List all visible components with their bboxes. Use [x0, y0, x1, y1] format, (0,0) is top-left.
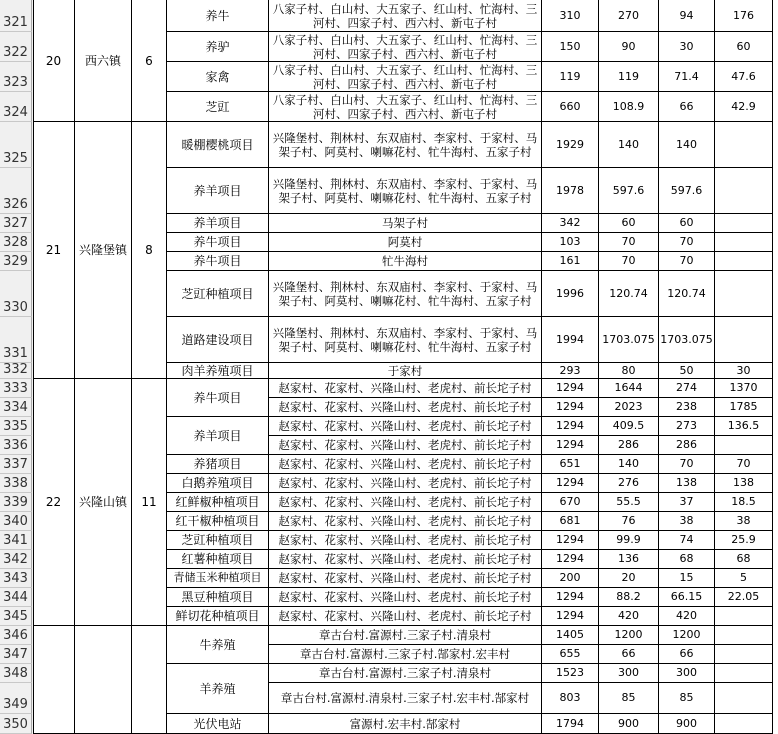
value-cell[interactable]: 1996 — [542, 271, 599, 317]
value-cell[interactable]: 70 — [659, 252, 715, 271]
value-cell[interactable]: 286 — [659, 436, 715, 455]
value-cell[interactable]: 1294 — [542, 379, 599, 398]
group-number-cell[interactable] — [33, 626, 75, 734]
value-cell[interactable]: 140 — [599, 122, 659, 168]
row-number[interactable]: 349 — [0, 683, 32, 714]
count-cell[interactable]: 6 — [132, 0, 167, 122]
project-cell[interactable]: 养牛项目 — [167, 233, 269, 252]
row-number[interactable]: 347 — [0, 645, 32, 664]
value-cell[interactable]: 60 — [715, 32, 773, 62]
value-cell[interactable]: 119 — [542, 62, 599, 92]
value-cell[interactable]: 38 — [715, 512, 773, 531]
row-number[interactable]: 333 — [0, 379, 32, 398]
project-cell[interactable]: 养羊项目 — [167, 417, 269, 455]
value-cell[interactable] — [715, 645, 773, 664]
value-cell[interactable]: 85 — [659, 683, 715, 714]
row-number[interactable]: 345 — [0, 607, 32, 626]
value-cell[interactable]: 270 — [599, 0, 659, 32]
value-cell[interactable]: 597.6 — [659, 168, 715, 214]
value-cell[interactable]: 1929 — [542, 122, 599, 168]
value-cell[interactable]: 1294 — [542, 474, 599, 493]
villages-cell[interactable]: 兴隆堡村、荆林村、东双庙村、李家村、于家村、马架子村、阿莫村、喇嘛花村、牤牛海村、五家子村 — [269, 317, 542, 363]
value-cell[interactable]: 74 — [659, 531, 715, 550]
value-cell[interactable]: 1794 — [542, 714, 599, 734]
project-cell[interactable]: 养驴 — [167, 32, 269, 62]
value-cell[interactable]: 25.9 — [715, 531, 773, 550]
value-cell[interactable]: 274 — [659, 379, 715, 398]
project-cell[interactable]: 牛养殖 — [167, 626, 269, 664]
villages-cell[interactable]: 阿莫村 — [269, 233, 542, 252]
value-cell[interactable] — [715, 122, 773, 168]
villages-cell[interactable]: 章古台村.富源村.三家子村.清泉村 — [269, 626, 542, 645]
value-cell[interactable]: 300 — [599, 664, 659, 683]
project-cell[interactable]: 芝豇 — [167, 92, 269, 122]
villages-cell[interactable]: 马架子村 — [269, 214, 542, 233]
value-cell[interactable]: 655 — [542, 645, 599, 664]
villages-cell[interactable]: 章古台村.富源村.清泉村.三家子村.宏丰村.郜家村 — [269, 683, 542, 714]
row-number[interactable]: 321 — [0, 0, 32, 32]
value-cell[interactable]: 20 — [599, 569, 659, 588]
row-number[interactable]: 344 — [0, 588, 32, 607]
villages-cell[interactable]: 赵家村、花家村、兴隆山村、老虎村、前长坨子村 — [269, 417, 542, 436]
villages-cell[interactable]: 章古台村.富源村.三家子村.清泉村 — [269, 664, 542, 683]
value-cell[interactable]: 47.6 — [715, 62, 773, 92]
row-number[interactable]: 335 — [0, 417, 32, 436]
value-cell[interactable]: 71.4 — [659, 62, 715, 92]
value-cell[interactable] — [715, 271, 773, 317]
value-cell[interactable]: 1644 — [599, 379, 659, 398]
value-cell[interactable]: 66 — [599, 645, 659, 664]
value-cell[interactable]: 50 — [659, 363, 715, 379]
villages-cell[interactable]: 赵家村、花家村、兴隆山村、老虎村、前长坨子村 — [269, 436, 542, 455]
value-cell[interactable]: 138 — [659, 474, 715, 493]
project-cell[interactable]: 道路建设项目 — [167, 317, 269, 363]
value-cell[interactable]: 200 — [542, 569, 599, 588]
value-cell[interactable]: 420 — [659, 607, 715, 626]
row-number[interactable]: 350 — [0, 714, 32, 734]
row-number[interactable]: 341 — [0, 531, 32, 550]
value-cell[interactable]: 42.9 — [715, 92, 773, 122]
value-cell[interactable]: 94 — [659, 0, 715, 32]
value-cell[interactable]: 80 — [599, 363, 659, 379]
villages-cell[interactable]: 赵家村、花家村、兴隆山村、老虎村、前长坨子村 — [269, 455, 542, 474]
value-cell[interactable]: 30 — [659, 32, 715, 62]
value-cell[interactable] — [715, 607, 773, 626]
value-cell[interactable]: 88.2 — [599, 588, 659, 607]
villages-cell[interactable]: 赵家村、花家村、兴隆山村、老虎村、前长坨子村 — [269, 493, 542, 512]
value-cell[interactable]: 120.74 — [599, 271, 659, 317]
villages-cell[interactable]: 赵家村、花家村、兴隆山村、老虎村、前长坨子村 — [269, 569, 542, 588]
value-cell[interactable]: 273 — [659, 417, 715, 436]
value-cell[interactable]: 176 — [715, 0, 773, 32]
value-cell[interactable]: 900 — [659, 714, 715, 734]
project-cell[interactable]: 光伏电站 — [167, 714, 269, 734]
value-cell[interactable]: 1200 — [599, 626, 659, 645]
row-number[interactable]: 334 — [0, 398, 32, 417]
value-cell[interactable]: 1294 — [542, 588, 599, 607]
value-cell[interactable]: 161 — [542, 252, 599, 271]
value-cell[interactable]: 342 — [542, 214, 599, 233]
villages-cell[interactable]: 赵家村、花家村、兴隆山村、老虎村、前长坨子村 — [269, 512, 542, 531]
town-cell[interactable]: 兴隆山镇 — [75, 379, 132, 626]
count-cell[interactable]: 8 — [132, 122, 167, 379]
value-cell[interactable]: 103 — [542, 233, 599, 252]
villages-cell[interactable]: 章古台村.富源村.三家子村.郜家村.宏丰村 — [269, 645, 542, 664]
project-cell[interactable]: 白鹅养殖项目 — [167, 474, 269, 493]
villages-cell[interactable]: 赵家村、花家村、兴隆山村、老虎村、前长坨子村 — [269, 607, 542, 626]
project-cell[interactable]: 芝豇种植项目 — [167, 271, 269, 317]
row-number[interactable]: 336 — [0, 436, 32, 455]
value-cell[interactable] — [715, 436, 773, 455]
value-cell[interactable]: 66 — [659, 645, 715, 664]
value-cell[interactable]: 136 — [599, 550, 659, 569]
value-cell[interactable]: 1994 — [542, 317, 599, 363]
value-cell[interactable]: 60 — [659, 214, 715, 233]
villages-cell[interactable]: 赵家村、花家村、兴隆山村、老虎村、前长坨子村 — [269, 588, 542, 607]
value-cell[interactable]: 120.74 — [659, 271, 715, 317]
value-cell[interactable]: 68 — [715, 550, 773, 569]
group-number-cell[interactable]: 22 — [33, 379, 75, 626]
villages-cell[interactable]: 赵家村、花家村、兴隆山村、老虎村、前长坨子村 — [269, 474, 542, 493]
value-cell[interactable]: 18.5 — [715, 493, 773, 512]
value-cell[interactable]: 5 — [715, 569, 773, 588]
value-cell[interactable] — [715, 233, 773, 252]
row-number[interactable]: 343 — [0, 569, 32, 588]
count-cell[interactable]: 11 — [132, 379, 167, 626]
row-number[interactable]: 323 — [0, 62, 32, 92]
value-cell[interactable]: 1294 — [542, 398, 599, 417]
value-cell[interactable]: 1703.075 — [659, 317, 715, 363]
value-cell[interactable]: 119 — [599, 62, 659, 92]
value-cell[interactable] — [715, 664, 773, 683]
value-cell[interactable]: 66 — [659, 92, 715, 122]
town-cell[interactable] — [75, 626, 132, 734]
value-cell[interactable]: 660 — [542, 92, 599, 122]
value-cell[interactable]: 85 — [599, 683, 659, 714]
value-cell[interactable] — [715, 626, 773, 645]
villages-cell[interactable]: 兴隆堡村、荆林村、东双庙村、李家村、于家村、马架子村、阿莫村、喇嘛花村、牤牛海村、五家子村 — [269, 271, 542, 317]
value-cell[interactable]: 1294 — [542, 531, 599, 550]
value-cell[interactable]: 310 — [542, 0, 599, 32]
villages-cell[interactable]: 赵家村、花家村、兴隆山村、老虎村、前长坨子村 — [269, 379, 542, 398]
villages-cell[interactable]: 赵家村、花家村、兴隆山村、老虎村、前长坨子村 — [269, 550, 542, 569]
value-cell[interactable]: 150 — [542, 32, 599, 62]
value-cell[interactable]: 420 — [599, 607, 659, 626]
value-cell[interactable]: 138 — [715, 474, 773, 493]
value-cell[interactable]: 276 — [599, 474, 659, 493]
project-cell[interactable]: 红干椒种植项目 — [167, 512, 269, 531]
value-cell[interactable]: 597.6 — [599, 168, 659, 214]
value-cell[interactable]: 1200 — [659, 626, 715, 645]
value-cell[interactable]: 60 — [599, 214, 659, 233]
value-cell[interactable]: 1978 — [542, 168, 599, 214]
row-number[interactable]: 328 — [0, 233, 32, 252]
value-cell[interactable]: 286 — [599, 436, 659, 455]
project-cell[interactable]: 养牛项目 — [167, 379, 269, 417]
value-cell[interactable]: 66.15 — [659, 588, 715, 607]
row-number[interactable]: 340 — [0, 512, 32, 531]
villages-cell[interactable]: 于家村 — [269, 363, 542, 379]
value-cell[interactable]: 1370 — [715, 379, 773, 398]
project-cell[interactable]: 肉羊养殖项目 — [167, 363, 269, 379]
row-number[interactable]: 326 — [0, 168, 32, 214]
row-number[interactable]: 325 — [0, 122, 32, 168]
value-cell[interactable]: 90 — [599, 32, 659, 62]
project-cell[interactable]: 养猪项目 — [167, 455, 269, 474]
row-number[interactable]: 332 — [0, 363, 32, 379]
value-cell[interactable]: 136.5 — [715, 417, 773, 436]
value-cell[interactable]: 15 — [659, 569, 715, 588]
row-header-column — [0, 0, 33, 734]
value-cell[interactable]: 900 — [599, 714, 659, 734]
value-cell[interactable]: 1294 — [542, 607, 599, 626]
value-cell[interactable]: 140 — [659, 122, 715, 168]
value-cell[interactable]: 300 — [659, 664, 715, 683]
value-cell[interactable]: 70 — [599, 252, 659, 271]
value-cell[interactable]: 1523 — [542, 664, 599, 683]
villages-cell[interactable]: 兴隆堡村、荆林村、东双庙村、李家村、于家村、马架子村、阿莫村、喇嘛花村、牤牛海村、五家子村 — [269, 168, 542, 214]
value-cell[interactable]: 1294 — [542, 436, 599, 455]
villages-cell[interactable]: 牤牛海村 — [269, 252, 542, 271]
value-cell[interactable]: 1294 — [542, 550, 599, 569]
value-cell[interactable]: 681 — [542, 512, 599, 531]
town-cell[interactable]: 兴隆堡镇 — [75, 122, 132, 379]
value-cell[interactable]: 99.9 — [599, 531, 659, 550]
row-number[interactable]: 331 — [0, 317, 32, 363]
value-cell[interactable] — [715, 214, 773, 233]
value-cell[interactable]: 670 — [542, 493, 599, 512]
value-cell[interactable]: 22.05 — [715, 588, 773, 607]
project-cell[interactable]: 暖棚樱桃项目 — [167, 122, 269, 168]
value-cell[interactable]: 1294 — [542, 417, 599, 436]
villages-cell[interactable]: 八家子村、白山村、大五家子、红山村、忙海村、三河村、四家子村、西六村、新屯子村 — [269, 62, 542, 92]
villages-cell[interactable]: 赵家村、花家村、兴隆山村、老虎村、前长坨子村 — [269, 531, 542, 550]
project-cell[interactable]: 羊养殖 — [167, 664, 269, 714]
value-cell[interactable]: 70 — [659, 233, 715, 252]
value-cell[interactable]: 1405 — [542, 626, 599, 645]
value-cell[interactable]: 140 — [599, 455, 659, 474]
value-cell[interactable] — [715, 683, 773, 714]
row-number[interactable]: 339 — [0, 493, 32, 512]
value-cell[interactable]: 70 — [659, 455, 715, 474]
value-cell[interactable]: 70 — [599, 233, 659, 252]
row-number[interactable]: 348 — [0, 664, 32, 683]
row-number[interactable]: 329 — [0, 252, 32, 271]
project-cell[interactable]: 青储玉米种植项目 — [167, 569, 269, 588]
villages-cell[interactable]: 八家子村、白山村、大五家子、红山村、忙海村、三河村、四家子村、西六村、新屯子村 — [269, 92, 542, 122]
value-cell[interactable]: 1785 — [715, 398, 773, 417]
villages-cell[interactable]: 兴隆堡村、荆林村、东双庙村、李家村、于家村、马架子村、阿莫村、喇嘛花村、牤牛海村、五家子村 — [269, 122, 542, 168]
value-cell[interactable]: 70 — [715, 455, 773, 474]
value-cell[interactable]: 1703.075 — [599, 317, 659, 363]
value-cell[interactable]: 38 — [659, 512, 715, 531]
town-cell[interactable]: 西六镇 — [75, 0, 132, 122]
row-number[interactable]: 322 — [0, 32, 32, 62]
value-cell[interactable]: 76 — [599, 512, 659, 531]
value-cell[interactable]: 37 — [659, 493, 715, 512]
villages-cell[interactable]: 八家子村、白山村、大五家子、红山村、忙海村、三河村、四家子村、西六村、新屯子村 — [269, 0, 542, 32]
value-cell[interactable]: 30 — [715, 363, 773, 379]
value-cell[interactable] — [715, 168, 773, 214]
project-cell[interactable]: 养牛项目 — [167, 252, 269, 271]
value-cell[interactable] — [715, 252, 773, 271]
project-cell[interactable]: 养羊项目 — [167, 168, 269, 214]
value-cell[interactable]: 293 — [542, 363, 599, 379]
villages-cell[interactable]: 富源村.宏丰村.郜家村 — [269, 714, 542, 734]
project-cell[interactable]: 养牛 — [167, 0, 269, 32]
value-cell[interactable]: 55.5 — [599, 493, 659, 512]
project-cell[interactable]: 家禽 — [167, 62, 269, 92]
value-cell[interactable]: 68 — [659, 550, 715, 569]
project-cell[interactable]: 芝豇种植项目 — [167, 531, 269, 550]
project-cell[interactable]: 红鲜椒种植项目 — [167, 493, 269, 512]
row-number[interactable]: 346 — [0, 626, 32, 645]
value-cell[interactable] — [715, 714, 773, 734]
group-number-cell[interactable]: 20 — [33, 0, 75, 122]
row-number[interactable]: 327 — [0, 214, 32, 233]
row-number[interactable]: 342 — [0, 550, 32, 569]
row-number[interactable]: 324 — [0, 92, 32, 122]
value-cell[interactable]: 2023 — [599, 398, 659, 417]
value-cell[interactable] — [715, 317, 773, 363]
value-cell[interactable]: 238 — [659, 398, 715, 417]
value-cell[interactable]: 651 — [542, 455, 599, 474]
count-cell[interactable] — [132, 626, 167, 734]
value-cell[interactable]: 409.5 — [599, 417, 659, 436]
row-number[interactable]: 330 — [0, 271, 32, 317]
villages-cell[interactable]: 赵家村、花家村、兴隆山村、老虎村、前长坨子村 — [269, 398, 542, 417]
value-cell[interactable]: 803 — [542, 683, 599, 714]
villages-cell[interactable]: 八家子村、白山村、大五家子、红山村、忙海村、三河村、四家子村、西六村、新屯子村 — [269, 32, 542, 62]
project-cell[interactable]: 黑豆种植项目 — [167, 588, 269, 607]
group-number-cell[interactable]: 21 — [33, 122, 75, 379]
table-grid — [33, 0, 778, 734]
row-number[interactable]: 338 — [0, 474, 32, 493]
project-cell[interactable]: 养羊项目 — [167, 214, 269, 233]
project-cell[interactable]: 红薯种植项目 — [167, 550, 269, 569]
project-cell[interactable]: 鲜切花种植项目 — [167, 607, 269, 626]
value-cell[interactable]: 108.9 — [599, 92, 659, 122]
row-number[interactable]: 337 — [0, 455, 32, 474]
